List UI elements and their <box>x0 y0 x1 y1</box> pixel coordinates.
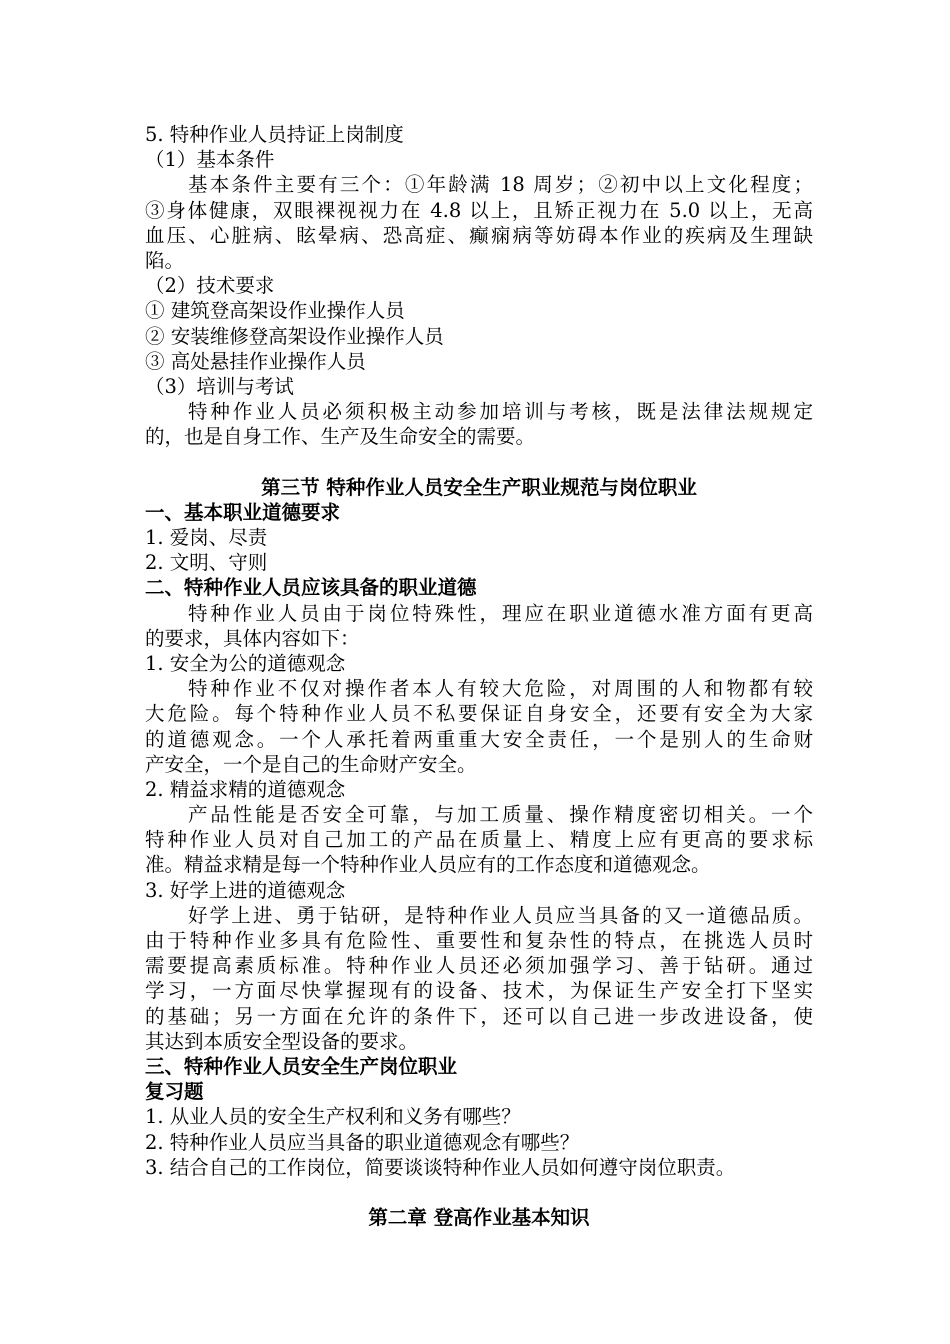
paragraph-line: 陷。 <box>145 248 185 272</box>
subsection-heading: 1. 安全为公的道德观念 <box>145 651 346 675</box>
paragraph-line: 学习，一方面尽快掌握现有的设备、技术，为保证生产安全打下坚实 <box>145 979 813 1003</box>
list-item: 1. 爱岗、尽责 <box>145 526 268 549</box>
paragraph-line: 的道德观念。一个人承托着两重重大安全责任，一个是别人的生命财 <box>145 727 813 751</box>
paragraph-line: 特种作业人员对自己加工的产品在质量上、精度上应有更高的要求标 <box>145 828 813 852</box>
paragraph-line: 需要提高素质标准。特种作业人员还必须加强学习、善于钻研。通过 <box>145 954 813 978</box>
list-item: ① 建筑登高架设作业操作人员 <box>145 299 405 323</box>
subsection-heading: 2. 精益求精的道德观念 <box>145 777 346 801</box>
paragraph-line: 的基础；另一方面在允许的条件下，还可以自己进一步改进设备，使 <box>145 1004 813 1028</box>
spacer <box>145 1180 813 1205</box>
chapter-title: 第二章 登高作业基本知识 <box>368 1206 590 1230</box>
heading-3: 三、特种作业人员安全生产岗位职业 <box>145 1054 458 1078</box>
paragraph-line: 大危险。每个特种作业人员不私要保证自身安全，还要有安全为大家 <box>145 702 813 726</box>
list-item: ② 安装维修登高架设作业操作人员 <box>145 324 444 348</box>
paragraph-line: 好学上进、勇于钻研，是特种作业人员应当具备的又一道德品质。 <box>188 903 813 927</box>
list-item: ③ 高处悬挂作业操作人员 <box>145 349 366 373</box>
paragraph-line: 特种作业不仅对操作者本人有较大危险，对周围的人和物都有较 <box>188 677 813 701</box>
subsection-heading: （3）培训与考试 <box>145 374 294 398</box>
section-heading: 5. 特种作业人员持证上岗制度 <box>145 123 404 146</box>
subsection-heading: （2）技术要求 <box>145 274 275 298</box>
paragraph-line: 准。精益求精是每一个特种作业人员应有的工作态度和道德观念。 <box>145 853 711 877</box>
heading-2: 二、特种作业人员应该具备的职业道德 <box>145 576 477 600</box>
paragraph-line: 的，也是自身工作、生产及生命安全的需要。 <box>145 425 536 449</box>
paragraph-line: 其达到本质安全型设备的要求。 <box>145 1029 419 1053</box>
paragraph-line: 产品性能是否安全可靠，与加工质量、操作精度密切相关。一个 <box>188 803 813 827</box>
review-question: 1. 从业人员的安全生产权利和义务有哪些？ <box>145 1105 521 1129</box>
paragraph-line: ③身体健康，双眼裸视视力在 4.8 以上，且矫正视力在 5.0 以上，无高 <box>145 198 813 222</box>
paragraph-line: 的要求，具体内容如下： <box>145 626 360 650</box>
paragraph-line: 特种作业人员由于岗位特殊性，理应在职业道德水准方面有更高 <box>188 601 813 625</box>
heading-1: 一、基本职业道德要求 <box>145 500 341 524</box>
review-heading: 复习题 <box>145 1080 204 1104</box>
subsection-heading: （1）基本条件 <box>145 148 275 172</box>
section-title: 第三节 特种作业人员安全生产职业规范与岗位职业 <box>261 475 697 499</box>
subsection-heading: 3. 好学上进的道德观念 <box>145 878 346 902</box>
paragraph-line: 产安全，一个是自己的生命财产安全。 <box>145 752 477 776</box>
paragraph-line: 血压、心脏病、眩晕病、恐高症、癫痫病等妨碍本作业的疾病及生理缺 <box>145 223 813 247</box>
paragraph-line: 由于特种作业多具有危险性、重要性和复杂性的特点，在挑选人员时 <box>145 929 813 952</box>
document-page <box>145 122 813 1230</box>
paragraph-line: 基本条件主要有三个：①年龄满 18 周岁；②初中以上文化程度； <box>188 173 813 197</box>
review-question: 2. 特种作业人员应当具备的职业道德观念有哪些？ <box>145 1130 580 1154</box>
paragraph-line: 特种作业人员必须积极主动参加培训与考核，既是法律法规规定 <box>188 400 813 424</box>
list-item: 2. 文明、守则 <box>145 551 268 575</box>
review-question: 3. 结合自己的工作岗位，简要谈谈特种作业人员如何遵守岗位职责。 <box>145 1155 736 1179</box>
spacer <box>145 449 813 474</box>
